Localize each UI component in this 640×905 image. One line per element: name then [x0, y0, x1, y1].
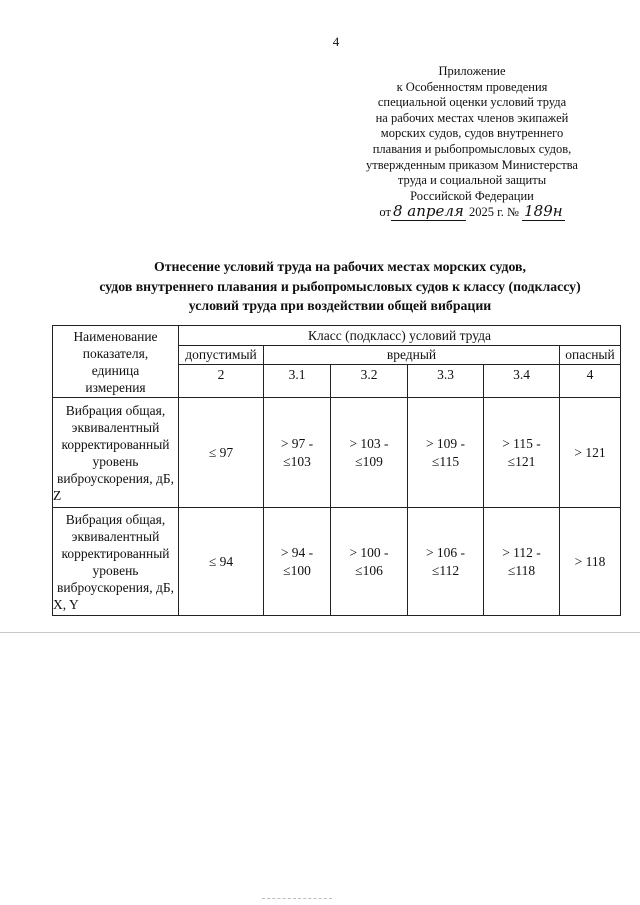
value-cell: > 118: [560, 508, 621, 616]
value-cell: [408, 398, 484, 508]
annex-line: к Особенностям проведения: [396, 79, 548, 94]
value-cell: [484, 398, 560, 508]
annex-line: плавания и рыбопромысловых судов,: [372, 141, 572, 156]
annex-line: труда и социальной защиты: [397, 173, 547, 188]
class-code-cell: 3.1: [264, 365, 331, 398]
class-code-cell: 3.3: [408, 365, 484, 398]
value-cell: [264, 398, 331, 508]
scan-artifact-line: [0, 632, 640, 633]
annex-line: утвержденным приказом Министерства: [366, 157, 578, 172]
document-title: [40, 257, 640, 316]
indicator-cell: Вибрация общая, эквивалентный корректированный уровень виброускорения, дБ, X, Y: [53, 508, 179, 616]
value-from: > 112 -: [502, 544, 541, 560]
class-header-cell: Класс (подкласс) условий труда: [179, 326, 621, 346]
value-cell: [264, 508, 331, 616]
annex-line: на рабочих местах членов экипажей: [375, 110, 569, 125]
value-to: ≤109: [355, 453, 383, 469]
value-to: ≤115: [431, 453, 460, 469]
value-from: > 97 -: [280, 435, 314, 451]
value-cell: [408, 508, 484, 616]
value-cell: ≤ 94: [179, 508, 264, 616]
scan-artifact-mark: [262, 898, 332, 899]
table-row: [53, 398, 621, 508]
title-line: Отнесение условий труда на рабочих местах морских судов,: [154, 259, 526, 274]
title-line: судов внутреннего плавания и рыбопромысловых судов к классу (подклассу): [99, 278, 581, 294]
value-to: ≤112: [431, 562, 460, 578]
value-from: > 103 -: [349, 435, 389, 451]
group-permissible-cell: допустимый: [179, 346, 264, 365]
value-cell: [484, 508, 560, 616]
class-code-cell: 3.2: [331, 365, 408, 398]
table-row: [53, 508, 621, 616]
page-number: 4: [332, 34, 340, 49]
annex-line: морских судов, судов внутреннего: [380, 126, 564, 141]
value-from: > 94 -: [280, 544, 314, 560]
order-date-handwritten: 8 апреля: [392, 202, 464, 221]
value-from: > 100 -: [349, 544, 389, 560]
class-code-cell: 2: [179, 365, 264, 398]
order-number-handwritten: 189н: [524, 202, 563, 221]
class-code-cell: 4: [560, 365, 621, 398]
value-to: ≤106: [355, 562, 383, 578]
value-to: ≤121: [507, 453, 536, 469]
group-harmful-cell: вредный: [264, 346, 560, 365]
value-cell: ≤ 97: [179, 398, 264, 508]
value-cell: [331, 508, 408, 616]
group-dangerous-cell: опасный: [560, 346, 621, 365]
value-from: > 109 -: [425, 435, 466, 451]
indicator-header-cell: [53, 326, 179, 398]
value-to: ≤100: [283, 562, 311, 578]
annex-header: [322, 64, 622, 221]
annex-line: специальной оценки условий труда: [377, 95, 567, 110]
indicator-header-line: измерения: [85, 379, 146, 395]
title-line: условий труда при воздействии общей вибрации: [188, 298, 492, 313]
annex-line: Приложение: [438, 64, 506, 78]
indicator-cell: Вибрация общая, эквивалентный корректированный уровень виброускорения, дБ, Z: [53, 398, 179, 508]
indicator-header-line: единица: [91, 362, 140, 378]
value-cell: > 121: [560, 398, 621, 508]
value-cell: [331, 398, 408, 508]
order-prefix: от: [379, 205, 391, 220]
order-year: 2025 г. №: [468, 205, 519, 220]
vibration-class-table: [52, 325, 621, 616]
class-code-cell: 3.4: [484, 365, 560, 398]
value-from: > 115 -: [502, 435, 541, 451]
indicator-header-line: Наименование: [73, 328, 158, 344]
value-from: > 106 -: [425, 544, 466, 560]
value-to: ≤103: [283, 453, 311, 469]
indicator-header-line: показателя,: [82, 345, 149, 361]
order-line: [322, 204, 622, 221]
annex-line: Российской Федерации: [410, 188, 534, 203]
value-to: ≤118: [507, 562, 536, 578]
